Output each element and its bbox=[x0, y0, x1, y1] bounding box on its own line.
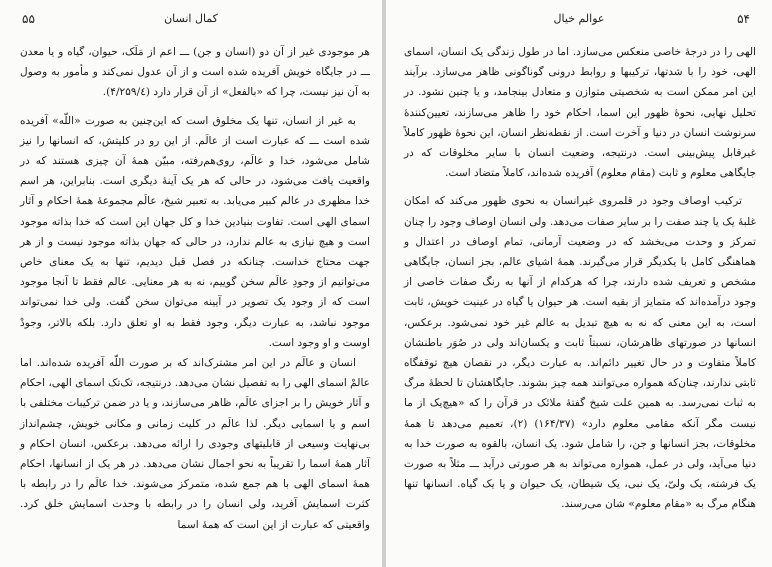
paragraph: انسان و عالَم در این امر مشترک‌اند که بر صورت اللّه آفریده شده‌اند. اما عالمْ اسمای الهی را به تفصیل نشان می‌دهد. درنتیجه، تک‌تک اسمای الهی، احکام و آثار خویش را بر اجزای عالَم، ظاهر می‌سازند، و یا در ضمن ترکیبات مختلفی با اسم و یا اسمایی دیگر. لذا عالَم در کلیت زمانی و مکانی خویش، چشم‌انداز بی‌نهایت وسیعی از قابلیتهای وجودی را ارائه می‌دهد. برعکس، انسان احکام و آثار همهٔ اسما را تقریباً به نحو اجمال نشان می‌دهد. در هر یک از انسانها، احکام همهٔ اسمای الهی با هم جمع شده، متمرکز می‌شوند. خدا عالَم را در رابطه با کثرت اسمایش آفرید، ولی انسان را در رابطه با وحدت اسمایش خلق کرد. واقعیتی که عبارت از این است که همهٔ اسما bbox=[20, 357, 370, 531]
page-number: ۵۵ bbox=[22, 12, 35, 26]
paragraph: ترکیب اوصاف وجود در قلمروی غیرانسان به نحوی ظهور می‌کند که امکان غلبهٔ یک یا چند صفت را بر سایر صفات می‌دهد. ولی انسان اوصاف وجود را چنان تمرکز و وحدت می‌بخشد که در وضعیت آرمانی، تمام اوصاف در اعتدال و هماهنگی کامل با یکدیگر قرار می‌گیرند. همهٔ اشیای عالم، بجز انسان، جایگاهی مشخص و تعریف شده دارند، چرا که هرکدام از آنها به رنگ صفات خاصی از وجود درآمده‌اند که متمایز از بقیه است. هر حیوان یا گیاه در عینیت خویش، ثابت است، به این معنی که نه به هیچ تبدیل به عالم غیر خود نمی‌شود. برعکس، انسانها در صورتهای ظاهرشان، نسبتاً ثابت و یکسان‌اند ولی در صُوَر باطنشان کاملاً متفاوت و در حال تغییر دائم‌اند. به عبارت دیگر، در نقصان هیچ توقفگاه ثابتی ندارند، چنان‌که همواره می‌توانند همه چیز بشوند. جایگاهشان تا لحظهٔ مرگ به ثبات نمی‌رسد. به همین علت شیخ گفتهٔ ملائک در قرآن را که «هیچ‌یک از ما نیست مگر آنکه مقامی معلوم دارد» (۱۶۴/۳۷) (۲)، تعمیم می‌دهد تا همهٔ مخلوقات، بجز انسانها و جن، را شامل شود. یک انسان، بالقوه به صورت خدا به دنیا می‌آید، ولی در عمل، همواره می‌تواند به هر صورتی درآید ـــ مثلاً به صورت یک فرشته، یک ولیّ، یک نبی، یک شیطان، یک حیوان و یا یک گیاه. انسانها تنها هنگام مرگ به «مقام معلوم» شان می‌رسند. bbox=[404, 195, 756, 511]
left-page bbox=[0, 0, 382, 567]
paragraph: به غیر از انسان، تنها یک مخلوق است که این‌چنین به صورت «اللّه» آفریده شده است ـــ که عبارت است از عالَم. از این رو در کلیتش، که انسانها را نیز شامل می‌شود، خدا و عالَم، روی‌هم‌رفته، مبیّن همهٔ آن چیزی هستند که در واقعیت یافت می‌شود، در حالی که هر یک آینهٔ دیگری است. بنابراین، هر اسم خدا مظهری در عالم کبیر می‌یابد. به تعبیر شیخ، عالَم مجموعهٔ همهٔ احکام و آثار اسمای الهی است. تفاوت بنیادین خدا و کل جهان این است که خدا بذاته موجود است و هیچ نیازی به عالم ندارد، در حالی که جهان بذاته موجود نیست و از هر جهت محتاج خداست. چنانکه در فصل قبل دیدیم، تنها به یک معنای خاص می‌توانیم از وجودِ عالَم سخن گوییم، نه به هر معنایی. عالم فقط تا آنجا موجود است که از وجود یک تصویر در آیینه می‌توان سخن گفت. ولی خدا نمی‌تواند موجود نباشد، به عبارت دیگر، وجود فقط به او تعلق دارد. بلکه بالاتر، وجودْ اوست و او وجود است. bbox=[20, 114, 370, 349]
running-title: عوالم خیال bbox=[553, 12, 605, 25]
body-text bbox=[404, 42, 756, 515]
running-title: کمال انسان bbox=[164, 12, 218, 25]
paragraph: الهی را در درجهٔ خاصی منعکس می‌سازد. اما در طول زندگی یک انسان، اسمای الهی، خود را با شدتها، ترکیبها و روابط درونی گوناگونی ظاهر می‌سازد. برآیند این امر ممکن است به شخصیتی متوازن و متعادل بینجامد، و یا چنین نشود. در تحلیل نهایی، نحوهٔ ظهور این اسما، احکام خود را ظاهر می‌سازند، تعیین‌کنندهٔ سرنوشت انسان در دنیا و آخرت است. از نقطه‌نظر انسان، این نحوهٔ ظهور کاملاً غیرقابل پیش‌بینی است. درنتیجه، وضعیت انسان با سایر مخلوقات که در جایگاهی معلوم و ثابت (مقام معلوم) آفریده شده‌اند، کاملاً متضاد است. bbox=[404, 46, 756, 180]
paragraph: هر موجودی غیر از آن دو (انسان و جن) ـــ اعم از مَلَک، حیوان، گیاه و یا معدن ـــ در جایگاه خویش آفریده شده است و از آن عدول نمی‌کند و مأمور به وصول به آن نیز نیست، چرا که «بالفعل» از آن قرار دارد (۴/۲۵۹/٤). bbox=[20, 46, 370, 99]
right-page bbox=[386, 0, 772, 567]
page-number: ۵۴ bbox=[737, 12, 750, 26]
body-text bbox=[20, 42, 370, 535]
